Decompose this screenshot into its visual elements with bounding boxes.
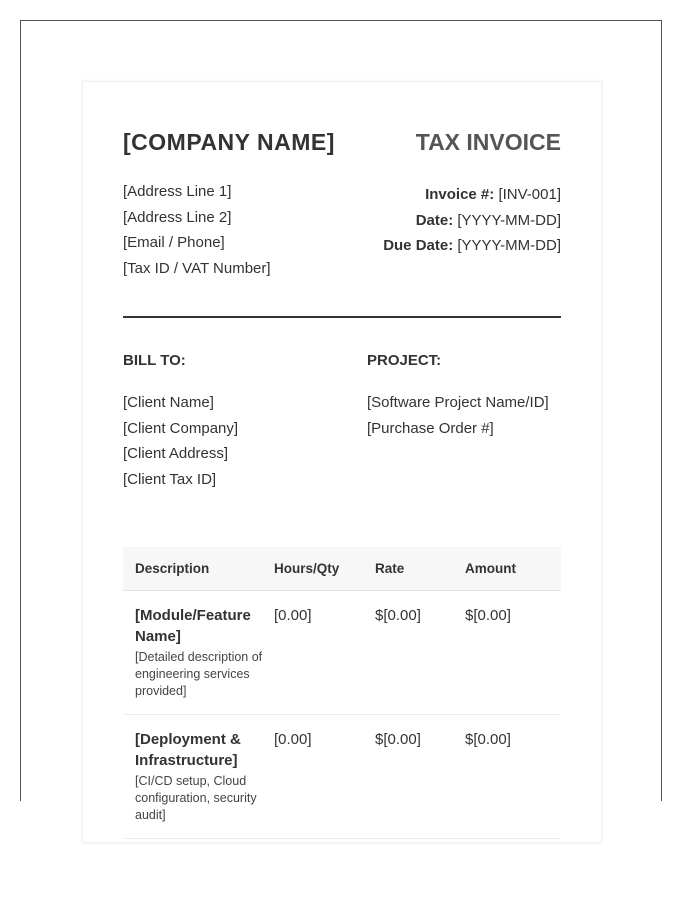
line-items-table (123, 547, 561, 839)
column-header-rate: Rate (375, 561, 405, 576)
sender-tax-id: [Tax ID / VAT Number] (123, 260, 271, 278)
sender-address-block (123, 179, 271, 282)
item-name: [Deployment & Infrastructure] (135, 731, 241, 769)
invoice-date-label: Date: (415, 211, 454, 229)
purchase-order: [Purchase Order #] (367, 419, 494, 437)
item-qty: [0.00] (274, 731, 312, 748)
table-row (123, 591, 561, 715)
invoice-meta-block (383, 182, 561, 259)
header-divider (123, 316, 561, 318)
invoice-date-value: [YYYY-MM-DD] (457, 211, 561, 229)
table-row (123, 715, 561, 839)
item-rate: $[0.00] (375, 731, 421, 748)
invoice-number-label: Invoice #: (425, 186, 495, 203)
project-heading: PROJECT: (367, 352, 442, 369)
item-rate: $[0.00] (375, 607, 421, 624)
document-title: TAX INVOICE (415, 129, 561, 155)
due-date-label: Due Date: (383, 237, 454, 254)
column-header-qty: Hours/Qty (274, 561, 340, 576)
bill-to-heading: BILL TO: (123, 352, 186, 369)
invoice-date-row (383, 208, 561, 234)
item-description-cell (123, 605, 274, 700)
sender-address-line: [Address Line 2] (123, 208, 232, 226)
document-viewport (20, 20, 662, 822)
client-company: [Client Company] (123, 419, 239, 437)
project-block (367, 390, 549, 441)
due-date-value: [YYYY-MM-DD] (457, 237, 561, 254)
client-address: [Client Address] (123, 445, 229, 463)
due-date-row (383, 233, 561, 259)
invoice-page (82, 81, 602, 843)
company-name: [COMPANY NAME] (123, 129, 335, 155)
sender-contact: [Email / Phone] (123, 234, 225, 252)
table-header (123, 547, 561, 591)
project-name: [Software Project Name/ID] (367, 394, 549, 411)
client-name: [Client Name] (123, 394, 214, 411)
item-description: [CI/CD setup, Cloud configuration, security audit] (135, 774, 257, 822)
invoice-number-row (383, 182, 561, 208)
item-amount: $[0.00] (465, 731, 511, 748)
item-description: [Detailed description of engineering services provided] (135, 650, 263, 698)
client-tax-id: [Client Tax ID] (123, 471, 217, 489)
item-qty: [0.00] (274, 607, 312, 624)
column-header-amount: Amount (465, 561, 516, 576)
bill-to-block (123, 390, 238, 493)
invoice-number-value: [INV-001] (498, 186, 561, 203)
item-name: [Module/Feature Name] (135, 607, 251, 645)
item-amount: $[0.00] (465, 607, 511, 624)
column-header-description: Description (135, 561, 210, 576)
item-description-cell (123, 729, 274, 824)
sender-address-line: [Address Line 1] (123, 183, 232, 200)
